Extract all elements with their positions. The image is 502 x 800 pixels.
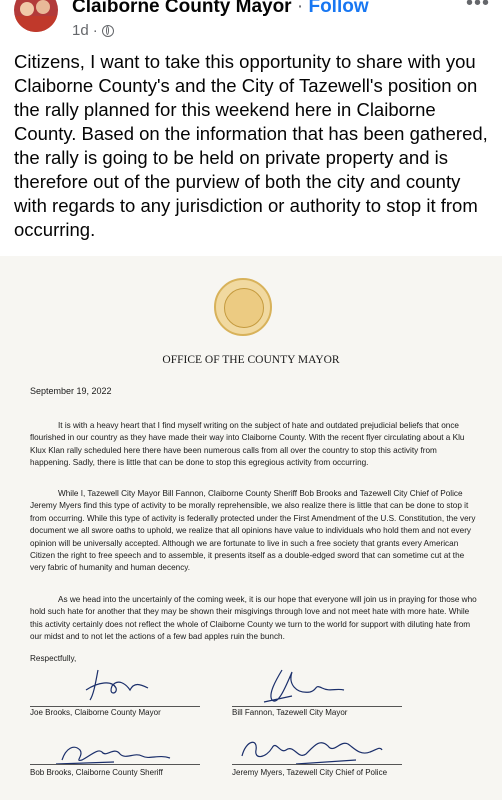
letter-paragraph: It is with a heavy heart that I find myself writing on the subject of hate and outdated prejudicial beliefs that once flourished in our country as they have made their way into Claiborne County. With the recent flyer circulating about a Klu Klux Klan rally scheduled here there have been numerous calls from all over the country to stop this activity from happening. Sadly, there is little that can be done to stop this egregious activity from occurring. (30, 421, 465, 468)
avatar-face (36, 0, 50, 14)
post-title-line (72, 0, 369, 18)
author-name[interactable]: Claiborne County Mayor (72, 0, 292, 17)
county-seal-icon (214, 278, 272, 336)
signature-label: Bob Brooks, Claiborne County Sheriff (30, 768, 163, 777)
more-options-icon[interactable]: ••• (465, 0, 490, 14)
title-separator: · (296, 0, 304, 17)
post-header (0, 0, 502, 44)
signature-line (232, 706, 402, 707)
letter-paragraph: As we head into the uncertainly of the coming week, it is our hope that everyone will join us in praying for those who hold such hate for another that they may be shown their misgivings through love and not meet hate with more hate. While this activity certainly does not reflect the whole of Claiborne County we turn to the world for support with diluting hate from our midst and to not let the actions of a few bad apples ruin the bunch. (30, 595, 477, 642)
signature-label: Bill Fannon, Tazewell City Mayor (232, 708, 348, 717)
avatar-shirt (14, 16, 58, 32)
signature-line (30, 706, 200, 707)
signature-mark (68, 668, 158, 704)
globe-icon (102, 25, 114, 37)
avatar-face (20, 2, 34, 16)
follow-button[interactable]: Follow (308, 0, 369, 17)
post-meta (72, 22, 114, 39)
signature-label: Joe Brooks, Claiborne County Mayor (30, 708, 161, 717)
signature-label: Jeremy Myers, Tazewell City Chief of Police (232, 768, 388, 777)
signature-line (30, 764, 200, 765)
post-time[interactable]: 1d (72, 22, 89, 39)
post-text: Citizens, I want to take this opportunity to share with you Claiborne County's and the City of Tazewell's position on the rally planned for this weekend here in Claiborne County. Based on the information that has been gathered, the rally is going to be held on private property and is therefore out of the purview of both the city and county with regards to any jurisdiction or authority to stop it from occurring. (14, 51, 488, 240)
meta-separator: · (92, 22, 98, 39)
letter-paragraph: While I, Tazewell City Mayor Bill Fannon, Claiborne County Sheriff Bob Brooks and Tazewell City Chief of Police Jeremy Myers find this type of activity to be morally reprehensible, we also realize there is little that can be done to stop it from occurring. While this type of activity is federally protected under the First Amendment of the U.S. Constitution, the very document we all swore oaths to uphold, we realize that all opinions have value to individuals who hold them and not every opinion will be universally accepted. Although we are fortunate to live in such a free society that grants every American Citizen the right to free speech and to assemble, it presents itself as a double-edged sword that can sometime cut at the very fabric of humanity and human decency. (30, 489, 476, 573)
letter-image[interactable] (0, 256, 502, 800)
letter-heading: OFFICE OF THE COUNTY MAYOR (162, 354, 340, 366)
signature-line (232, 764, 402, 765)
signature-mark (252, 666, 362, 706)
avatar[interactable] (14, 0, 58, 32)
letter-date: September 19, 2022 (30, 386, 112, 396)
letter-closing: Respectfully, (30, 654, 77, 663)
